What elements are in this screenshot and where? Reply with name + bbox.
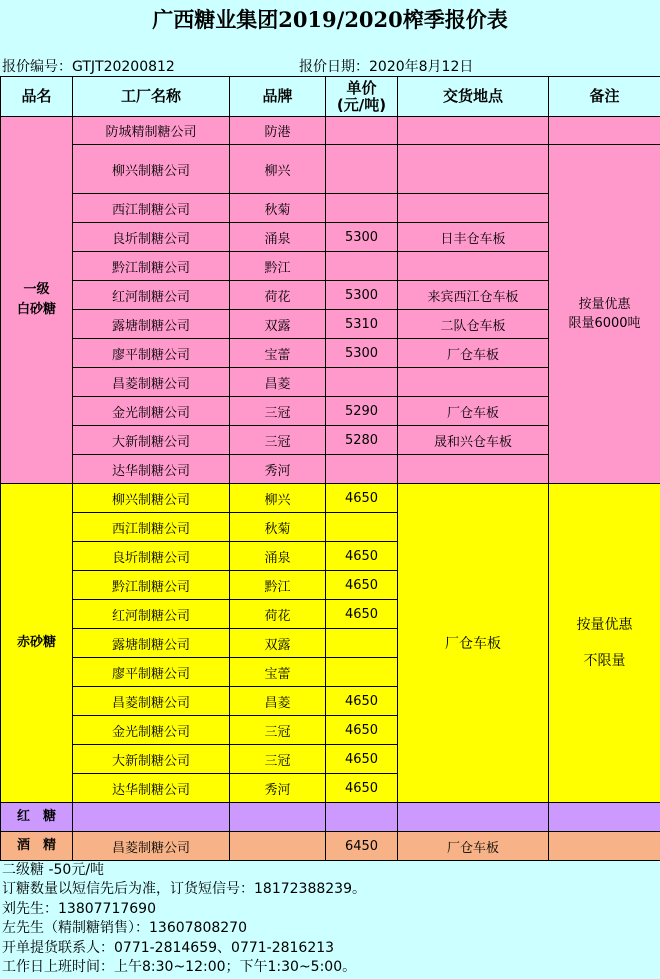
- factory-name: 黔江制糖公司: [73, 571, 230, 600]
- remark-empty: [549, 832, 660, 861]
- brand: 三冠: [230, 745, 326, 774]
- empty-cell: [398, 803, 549, 832]
- header-row: [1, 77, 660, 117]
- price: [326, 455, 398, 484]
- price: 5310: [326, 310, 398, 339]
- factory-name: 西江制糖公司: [73, 194, 230, 223]
- quote-date: 报价日期：2020年8月12日: [299, 59, 474, 75]
- header-product: 品名: [1, 77, 73, 117]
- brand: 三冠: [230, 426, 326, 455]
- brand: 宝蕾: [230, 339, 326, 368]
- brand: 黔江: [230, 252, 326, 281]
- product-white-sugar-line2: 白砂糖: [16, 302, 56, 317]
- product-alcohol: 酒 精: [1, 832, 73, 861]
- factory-name: 黔江制糖公司: [73, 252, 230, 281]
- brand: 黔江: [230, 571, 326, 600]
- product-red-sugar: 红 糖: [1, 803, 73, 832]
- remark-brown-sugar: [549, 484, 660, 803]
- factory-name: 红河制糖公司: [73, 281, 230, 310]
- remark-brown-sugar-line1: 按量优惠: [576, 617, 633, 633]
- header-brand: 品牌: [230, 77, 326, 117]
- price: 5300: [326, 223, 398, 252]
- table-row-alcohol: [1, 832, 660, 861]
- factory-name: 廖平制糖公司: [73, 339, 230, 368]
- factory-name: 达华制糖公司: [73, 455, 230, 484]
- price: 4650: [326, 774, 398, 803]
- price: [326, 117, 398, 145]
- brand: 宝蕾: [230, 658, 326, 687]
- brand: 柳兴: [230, 484, 326, 513]
- page-title: 广西糖业集团2019/2020榨季报价表: [152, 7, 508, 32]
- factory-name: 西江制糖公司: [73, 513, 230, 542]
- brand: 秋菊: [230, 194, 326, 223]
- factory-name: 金光制糖公司: [73, 716, 230, 745]
- header-location: 交货地点: [398, 77, 549, 117]
- product-brown-sugar: 赤砂糖: [1, 484, 73, 803]
- header-remark: 备注: [549, 77, 660, 117]
- empty-cell: [230, 803, 326, 832]
- price: 4650: [326, 571, 398, 600]
- factory-name: 防城精制糖公司: [73, 117, 230, 145]
- footer-line: 左先生（精制糖销售）：13607808270: [2, 920, 247, 937]
- factory-name: 柳兴制糖公司: [73, 145, 230, 194]
- remark-white-sugar-line2: 限量6000吨: [568, 316, 641, 331]
- footer-line: 工作日上班时间：上午8:30~12:00；下午1:30~5:00。: [2, 959, 357, 976]
- price-table: [0, 76, 660, 861]
- product-white-sugar-line1: 一级: [23, 282, 50, 297]
- delivery-location: 厂仓车板: [398, 397, 549, 426]
- brand: 双露: [230, 310, 326, 339]
- delivery-location: [398, 194, 549, 223]
- product-white-sugar: [1, 117, 73, 484]
- price: 6450: [326, 832, 398, 861]
- empty-cell: [549, 803, 660, 832]
- price: 5300: [326, 281, 398, 310]
- footer-notes: [2, 861, 366, 977]
- brand: 荷花: [230, 281, 326, 310]
- header-price-line2: (元/吨): [336, 95, 387, 114]
- footer-line: 订糖数量以短信先后为准，订货短信号：18172388239。: [2, 881, 366, 898]
- delivery-location: 晟和兴仓车板: [398, 426, 549, 455]
- brand: 双露: [230, 629, 326, 658]
- factory-name: 露塘制糖公司: [73, 310, 230, 339]
- delivery-location: 厂仓车板: [398, 832, 549, 861]
- price: [326, 145, 398, 194]
- footer-line: 刘先生：13807717690: [2, 900, 156, 917]
- factory-name: 昌菱制糖公司: [73, 368, 230, 397]
- brand: 防港: [230, 117, 326, 145]
- brand: 秀河: [230, 774, 326, 803]
- price: 5280: [326, 426, 398, 455]
- factory-name: 红河制糖公司: [73, 600, 230, 629]
- remark-empty: [549, 117, 660, 145]
- footer-line: 二级糖 -50元/吨: [2, 862, 105, 878]
- brand: 昌菱: [230, 687, 326, 716]
- price: 5290: [326, 397, 398, 426]
- delivery-location: 厂仓车板: [398, 339, 549, 368]
- factory-name: 昌菱制糖公司: [73, 832, 230, 861]
- factory-name: 廖平制糖公司: [73, 658, 230, 687]
- price: 5300: [326, 339, 398, 368]
- remark-white-sugar-line1: 按量优惠: [578, 297, 631, 312]
- empty-cell: [326, 803, 398, 832]
- header-price: [326, 77, 398, 117]
- factory-name: 良圻制糖公司: [73, 542, 230, 571]
- remark-white-sugar: [549, 145, 660, 484]
- table-row: [1, 117, 660, 145]
- delivery-location: 来宾西江仓车板: [398, 281, 549, 310]
- brand: 三冠: [230, 397, 326, 426]
- price: 4650: [326, 745, 398, 774]
- footer-line: 开单提货联系人：0771-2814659、0771-2816213: [2, 939, 335, 956]
- price: [326, 368, 398, 397]
- price: [326, 629, 398, 658]
- header-factory: 工厂名称: [73, 77, 230, 117]
- table-row: [1, 484, 660, 513]
- price: [326, 658, 398, 687]
- factory-name: 大新制糖公司: [73, 426, 230, 455]
- price: 4650: [326, 542, 398, 571]
- delivery-location: [398, 455, 549, 484]
- factory-name: 达华制糖公司: [73, 774, 230, 803]
- brand: 昌菱: [230, 368, 326, 397]
- delivery-location: 日丰仓车板: [398, 223, 549, 252]
- delivery-location: [398, 252, 549, 281]
- price: [326, 252, 398, 281]
- price: 4650: [326, 716, 398, 745]
- factory-name: 昌菱制糖公司: [73, 687, 230, 716]
- price: 4650: [326, 484, 398, 513]
- price: [326, 513, 398, 542]
- empty-cell: [73, 803, 230, 832]
- factory-name: 大新制糖公司: [73, 745, 230, 774]
- header-price-line1: 单价: [346, 78, 377, 97]
- brand: 秀河: [230, 455, 326, 484]
- factory-name: 柳兴制糖公司: [73, 484, 230, 513]
- brand: 荷花: [230, 600, 326, 629]
- table-row-red-sugar: [1, 803, 660, 832]
- delivery-location: [398, 368, 549, 397]
- factory-name: 良圻制糖公司: [73, 223, 230, 252]
- factory-name: 露塘制糖公司: [73, 629, 230, 658]
- quote-number: 报价编号：GTJT20200812: [2, 59, 175, 75]
- brand: 秋菊: [230, 513, 326, 542]
- brand: 三冠: [230, 716, 326, 745]
- price: [326, 194, 398, 223]
- delivery-location: [398, 145, 549, 194]
- factory-name: 金光制糖公司: [73, 397, 230, 426]
- delivery-location: 二队仓车板: [398, 310, 549, 339]
- brand: 涌泉: [230, 542, 326, 571]
- price: 4650: [326, 600, 398, 629]
- brand: 涌泉: [230, 223, 326, 252]
- brand: 柳兴: [230, 145, 326, 194]
- delivery-location: [398, 117, 549, 145]
- table-row: [1, 145, 660, 194]
- price: 4650: [326, 687, 398, 716]
- brand: [230, 832, 326, 861]
- delivery-location-brown: 厂仓车板: [398, 484, 549, 803]
- remark-brown-sugar-line2: 不限量: [583, 653, 626, 669]
